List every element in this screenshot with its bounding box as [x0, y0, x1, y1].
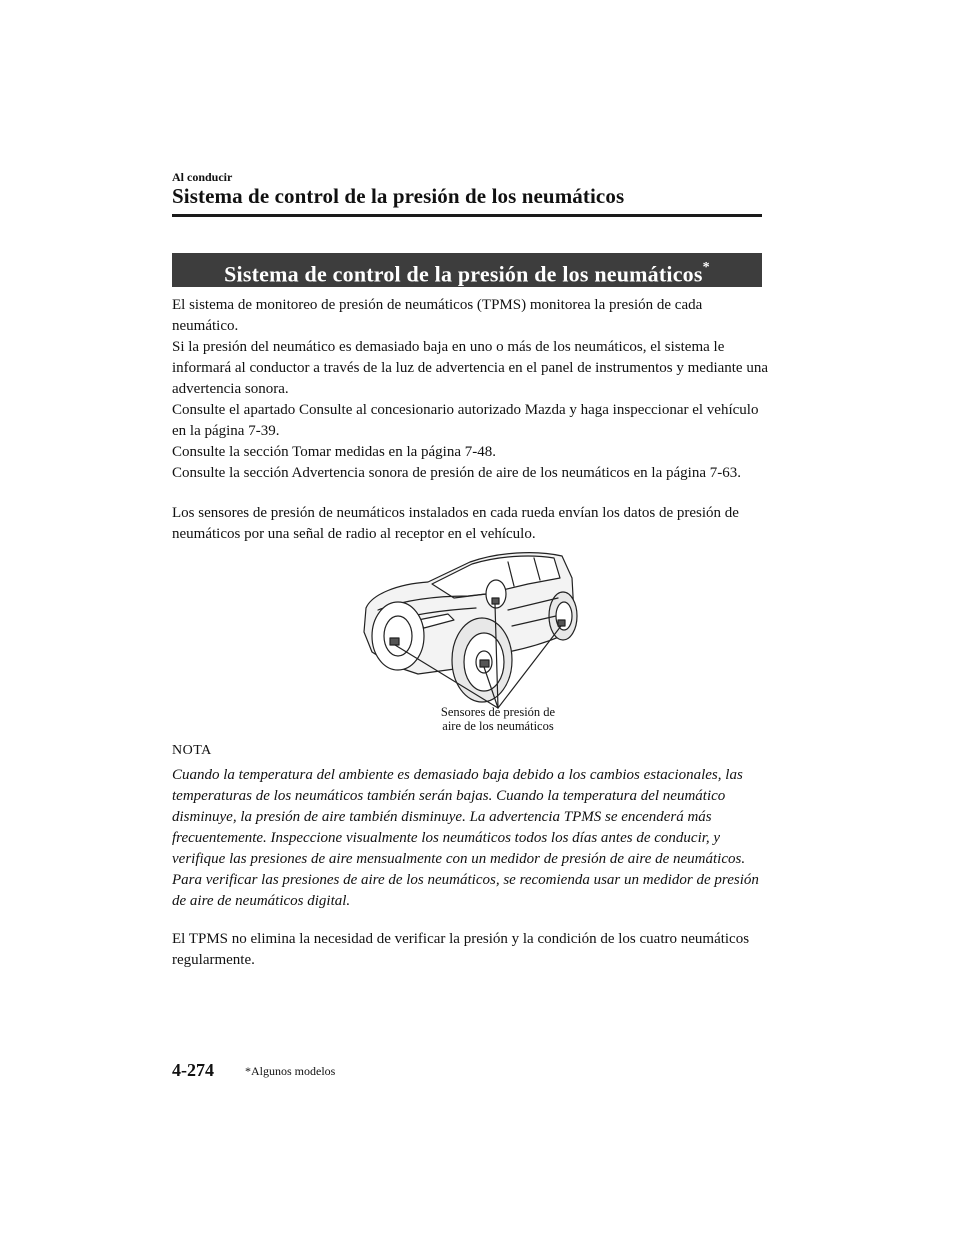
note-text: Cuando la temperatura del ambiente es demasiado baja debido a los cambios estacionales, las temperaturas de los neumáticos también serán bajas. Cuando la temperatura del neumático disminuye, la presión de aire también disminuye. La advertencia TPMS se encenderá más frecuentemente. Inspeccione visualmente los neumáticos todos los días antes de conducir, y verifique las presiones de aire mensualmente con un medidor de presión de aire de neumáticos. Para verificar las presiones de aire de los neumáticos, se recomienda usar un medidor de presión de aire de neumáticos digital. — [172, 767, 759, 909]
title-divider — [172, 214, 762, 217]
paragraph-low-pressure: Si la presión del neumático es demasiado baja en uno o más de los neumáticos, el sistema le informará al conductor a través de la luz de advertencia en el panel de instrumentos y mediante una advertencia sonora. — [172, 339, 769, 397]
paragraph-action-ref: Consulte la sección Tomar medidas en la página 7-48. — [172, 444, 497, 460]
section-heading-text: Sistema de control de la presión de los neumáticos — [224, 261, 703, 287]
section-heading — [172, 253, 762, 287]
running-head: Al conducir — [172, 170, 233, 184]
figure-caption-line-2: aire de los neumáticos — [442, 719, 554, 733]
paragraph-warning-ref: Consulte la sección Advertencia sonora de presión de aire de los neumáticos en la página 7-63. — [172, 465, 741, 481]
note-heading: NOTA — [172, 743, 212, 758]
paragraph-closing: El TPMS no elimina la necesidad de verificar la presión y la condición de los cuatro neumáticos regularmente. — [172, 931, 750, 968]
closing-text — [172, 929, 772, 971]
figure-caption — [428, 705, 568, 733]
page-number: 4-274 — [172, 1060, 214, 1080]
page-title: Sistema de control de la presión de los neumáticos — [172, 184, 625, 208]
section-asterisk: * — [702, 260, 710, 275]
footnote: *Algunos modelos — [245, 1064, 336, 1078]
figure-caption-line-1: Sensores de presión de — [440, 705, 556, 719]
intro-text — [172, 295, 772, 484]
vehicle-sensor-illustration — [358, 548, 588, 738]
paragraph-sensors: Los sensores de presión de neumáticos instalados en cada rueda envían los datos de presión de neumáticos por una señal de radio al receptor en el vehículo. — [172, 505, 739, 542]
sensor-text — [172, 503, 772, 545]
paragraph-tpms: El sistema de monitoreo de presión de neumáticos (TPMS) monitorea la presión de cada neumático. — [172, 297, 703, 334]
paragraph-dealer-ref: Consulte el apartado Consulte al concesionario autorizado Mazda y haga inspeccionar el vehículo en la página 7-39. — [172, 402, 759, 439]
